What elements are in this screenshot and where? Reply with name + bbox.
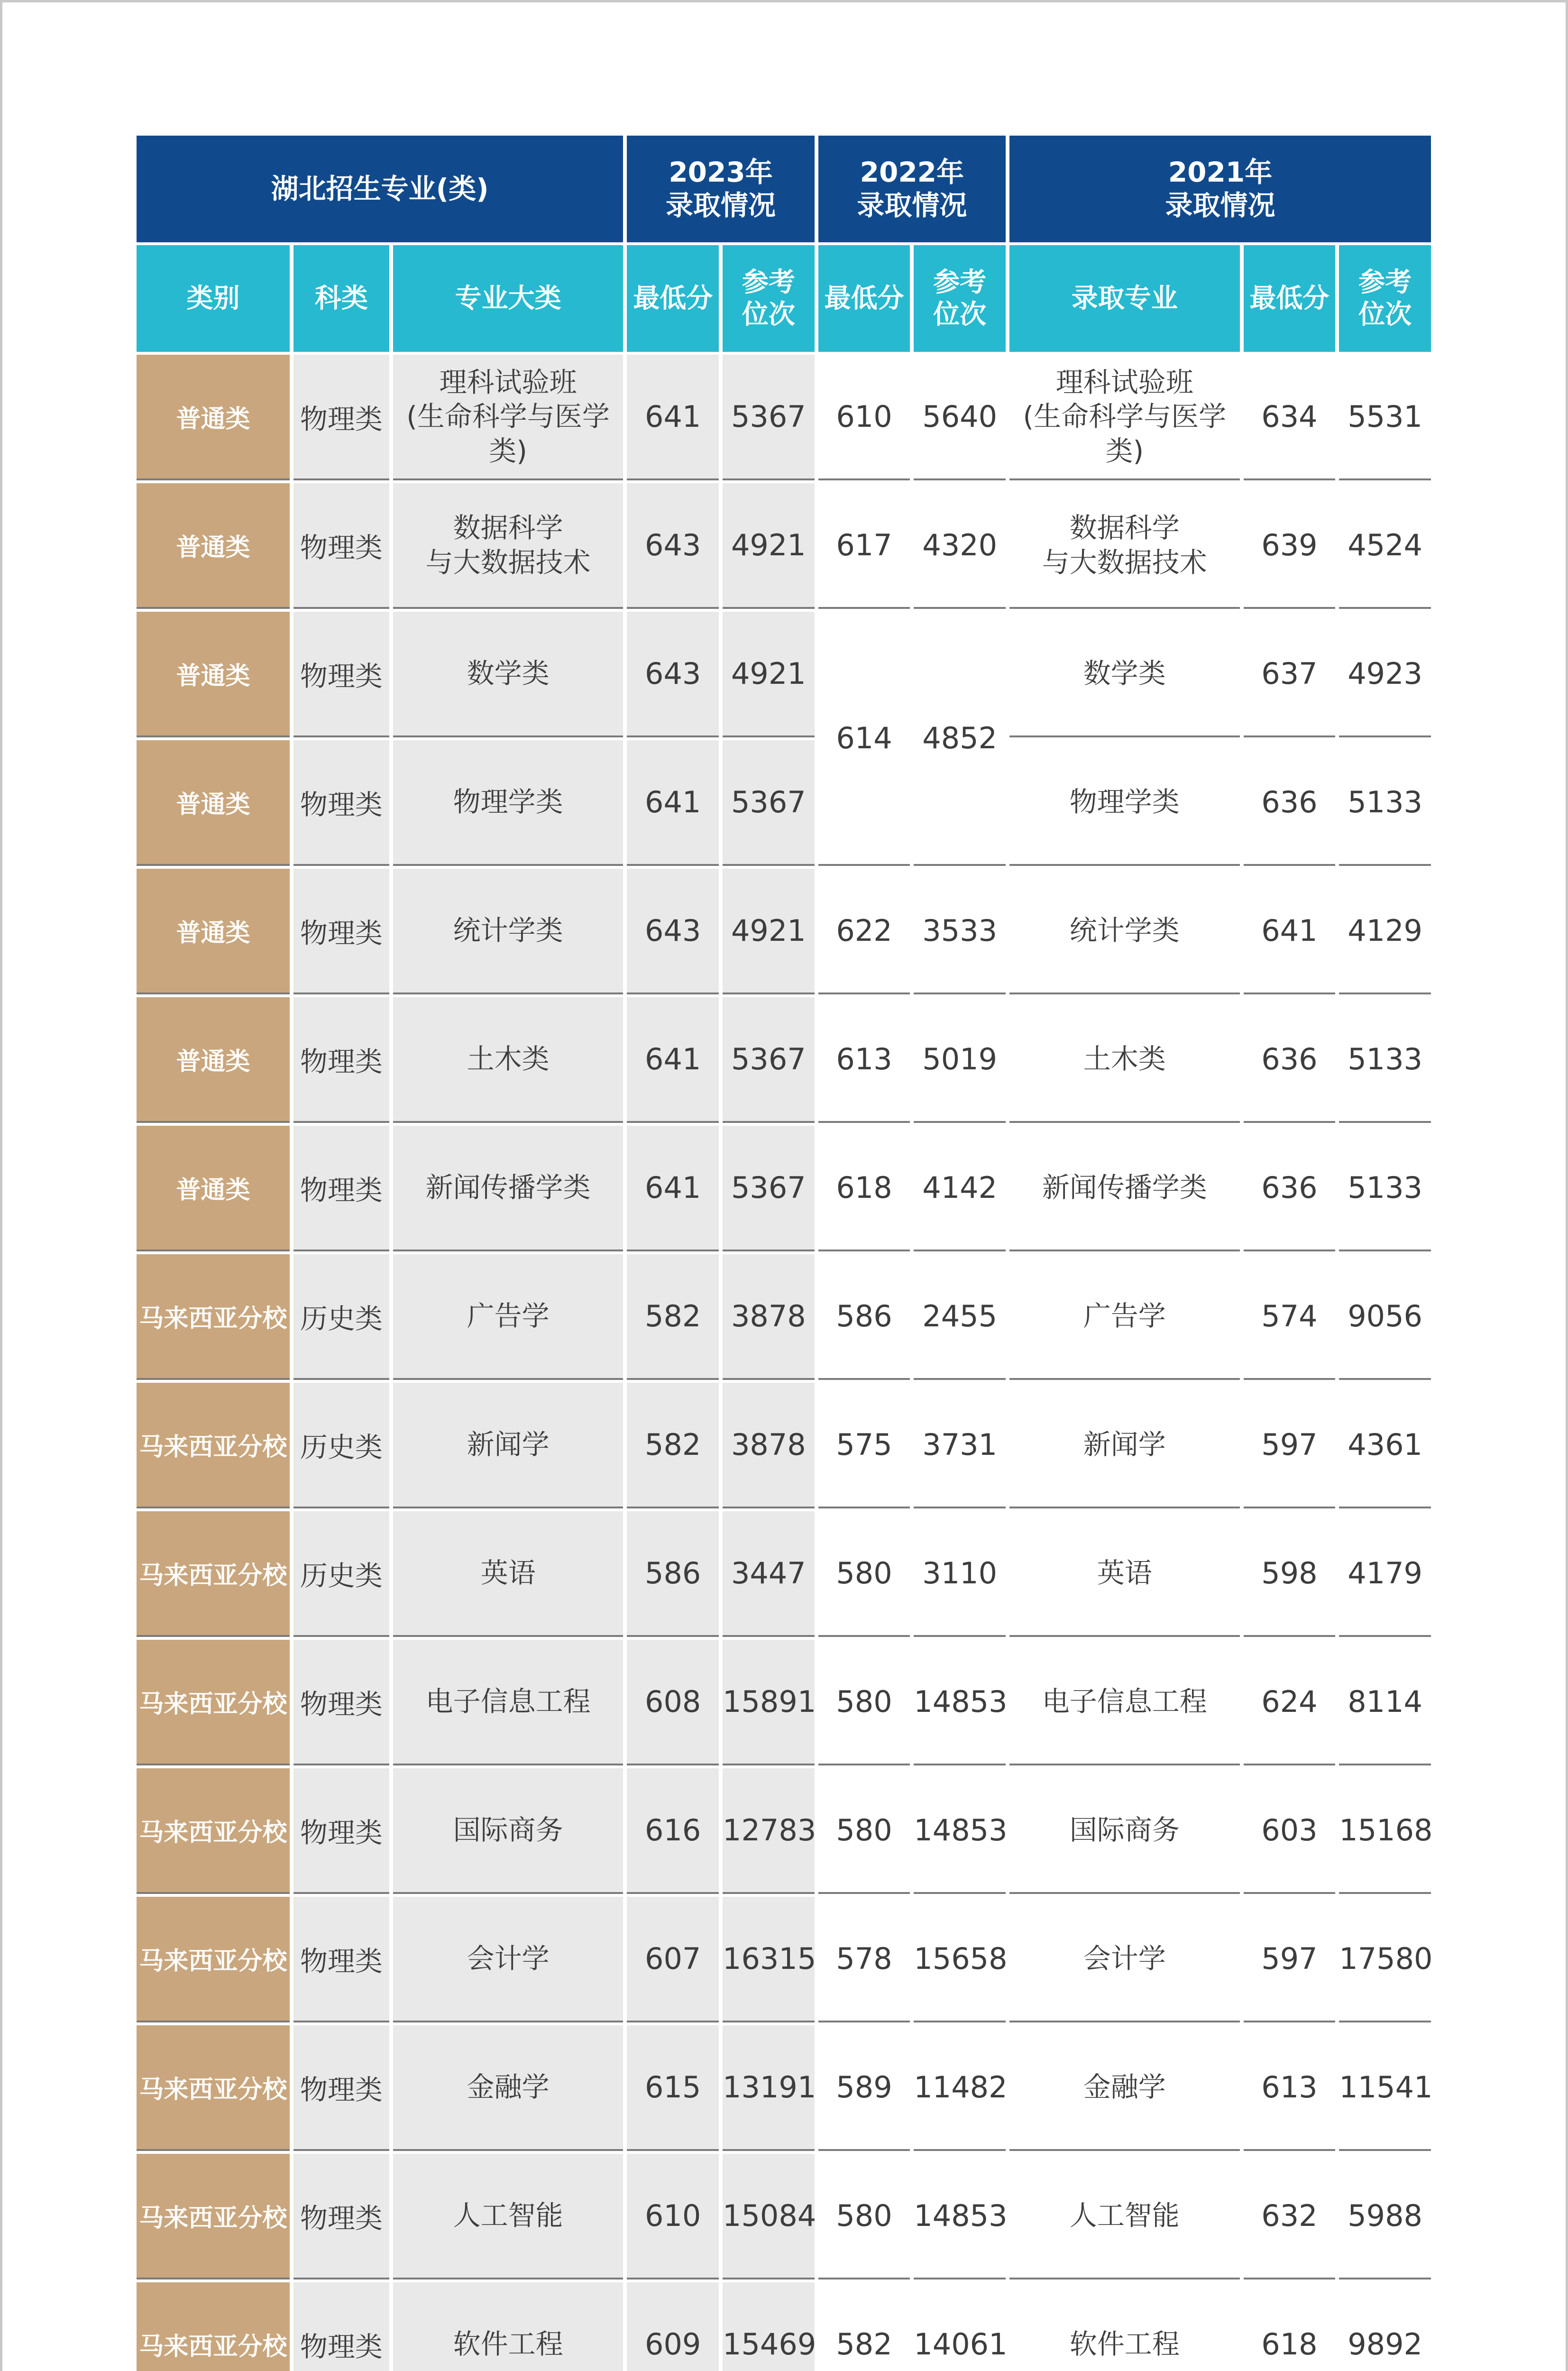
cell-rank-2022: 14853 [914, 1640, 1006, 1765]
cell-admit-major-2021: 英语 [1009, 1511, 1240, 1637]
cell-rank-2023: 5367 [723, 1126, 815, 1251]
cell-min-score-2021: 639 [1244, 483, 1336, 609]
cell-rank-2021: 4129 [1339, 869, 1431, 994]
cell-min-score-2021: 636 [1244, 1126, 1336, 1251]
cell-min-score-2023: 643 [627, 483, 719, 609]
cell-admit-major-2021: 人工智能 [1009, 2154, 1240, 2279]
cell-category: 马来西亚分校 [137, 2025, 290, 2151]
cell-major: 广告学 [393, 1254, 624, 1380]
cell-category: 普通类 [137, 869, 290, 994]
cell-rank-2021: 11541 [1339, 2025, 1431, 2151]
cell-rank-2021: 17580 [1339, 1897, 1431, 2022]
cell-rank-2021: 5133 [1339, 997, 1431, 1123]
cell-rank-2022: 4320 [914, 483, 1006, 609]
table-row [137, 1640, 1431, 1765]
cell-category: 马来西亚分校 [137, 1511, 290, 1637]
cell-admit-major-2021: 数学类 [1009, 612, 1240, 737]
cell-admit-major-2021: 广告学 [1009, 1254, 1240, 1380]
cell-major: 新闻传播学类 [393, 1126, 624, 1251]
cell-min-score-2022: 575 [818, 1383, 910, 1508]
cell-min-score-2023: 643 [627, 869, 719, 994]
cell-category: 普通类 [137, 740, 290, 866]
cell-rank-2023: 4921 [723, 483, 815, 609]
cell-admit-major-2021: 理科试验班 (生命科学与医学类) [1009, 355, 1240, 480]
cell-min-score-2023: 582 [627, 1383, 719, 1508]
table-row [137, 740, 1431, 866]
cell-min-score-2021: 641 [1244, 869, 1336, 994]
table-row [137, 612, 1431, 737]
cell-min-score-2023: 607 [627, 1897, 719, 2022]
cell-rank-2023: 4921 [723, 612, 815, 737]
cell-rank-2023: 15084 [723, 2154, 815, 2279]
table-row [137, 869, 1431, 994]
cell-admit-major-2021: 土木类 [1009, 997, 1240, 1123]
cell-min-score-2021: 598 [1244, 1511, 1336, 1637]
table-row [137, 997, 1431, 1123]
cell-rank-2023: 4921 [723, 869, 815, 994]
cell-min-score-2021: 597 [1244, 1383, 1336, 1508]
cell-min-score-2021: 636 [1244, 997, 1336, 1123]
table-row [137, 1768, 1431, 1894]
cell-min-score-2021: 636 [1244, 740, 1336, 866]
cell-rank-2023: 12783 [723, 1768, 815, 1894]
cell-rank-2021: 8114 [1339, 1640, 1431, 1765]
cell-rank-2022: 3533 [914, 869, 1006, 994]
col-rank-2022: 参考 位次 [914, 245, 1006, 352]
cell-category: 马来西亚分校 [137, 1768, 290, 1894]
cell-category: 普通类 [137, 997, 290, 1123]
col-subject: 科类 [293, 245, 389, 352]
cell-min-score-2021: 597 [1244, 1897, 1336, 2022]
cell-rank-2021: 5133 [1339, 1126, 1431, 1251]
cell-admit-major-2021: 软件工程 [1009, 2282, 1240, 2371]
cell-admit-major-2021: 统计学类 [1009, 869, 1240, 994]
header-2023: 2023年 录取情况 [627, 136, 814, 242]
cell-min-score-2021: 574 [1244, 1254, 1336, 1380]
cell-min-score-2023: 616 [627, 1768, 719, 1894]
cell-min-score-2023: 609 [627, 2282, 719, 2371]
cell-category: 普通类 [137, 355, 290, 480]
cell-rank-2021: 4179 [1339, 1511, 1431, 1637]
cell-major: 电子信息工程 [393, 1640, 624, 1765]
cell-min-score-2021: 637 [1244, 612, 1336, 737]
cell-admit-major-2021: 新闻学 [1009, 1383, 1240, 1508]
cell-min-score-2022: 580 [818, 2154, 910, 2279]
cell-min-score-2022: 580 [818, 1511, 910, 1637]
cell-rank-2023: 3878 [723, 1383, 815, 1508]
cell-rank-2021: 9892 [1339, 2282, 1431, 2371]
cell-rank-2021: 5133 [1339, 740, 1431, 866]
col-min-score-2022: 最低分 [818, 245, 910, 352]
cell-min-score-2022: 613 [818, 997, 910, 1123]
col-rank-2023: 参考 位次 [723, 245, 815, 352]
cell-rank-2021: 4361 [1339, 1383, 1431, 1508]
cell-major: 人工智能 [393, 2154, 624, 2279]
table-row [137, 355, 1431, 480]
cell-min-score-2021: 618 [1244, 2282, 1336, 2371]
cell-subject: 物理类 [293, 1126, 389, 1251]
cell-rank-2022: 14061 [914, 2282, 1006, 2371]
table-row [137, 2154, 1431, 2279]
cell-min-score-2022: 580 [818, 1768, 910, 1894]
cell-subject: 物理类 [293, 355, 389, 480]
cell-rank-2023: 3447 [723, 1511, 815, 1637]
table-row [137, 1383, 1431, 1508]
cell-admit-major-2021: 会计学 [1009, 1897, 1240, 2022]
cell-rank-2023: 15891 [723, 1640, 815, 1765]
cell-min-score-2023: 586 [627, 1511, 719, 1637]
cell-rank-2022: 3110 [914, 1511, 1006, 1637]
cell-rank-2022: 14853 [914, 2154, 1006, 2279]
cell-rank-2022: 11482 [914, 2025, 1006, 2151]
cell-rank-2021: 5531 [1339, 355, 1431, 480]
cell-min-score-2023: 641 [627, 740, 719, 866]
cell-category: 马来西亚分校 [137, 1383, 290, 1508]
cell-min-score-2022: 580 [818, 1640, 910, 1765]
cell-rank-2021: 5988 [1339, 2154, 1431, 2279]
cell-rank-2022: 15658 [914, 1897, 1006, 2022]
table-row [137, 1126, 1431, 1251]
cell-min-score-2022: 586 [818, 1254, 910, 1380]
cell-major: 国际商务 [393, 1768, 624, 1894]
cell-admit-major-2021: 国际商务 [1009, 1768, 1240, 1894]
cell-min-score-2022: 618 [818, 1126, 910, 1251]
cell-rank-2022: 2455 [914, 1254, 1006, 1380]
cell-rank-2023: 5367 [723, 355, 815, 480]
col-category: 类别 [137, 245, 290, 352]
cell-rank-2021: 9056 [1339, 1254, 1431, 1380]
cell-rank-2023: 13191 [723, 2025, 815, 2151]
cell-major: 数学类 [393, 612, 624, 737]
table-row [137, 483, 1431, 609]
cell-admit-major-2021: 新闻传播学类 [1009, 1126, 1240, 1251]
cell-min-score-2021: 634 [1244, 355, 1336, 480]
cell-rank-2023: 5367 [723, 997, 815, 1123]
cell-rank-2023: 3878 [723, 1254, 815, 1380]
cell-major: 土木类 [393, 997, 624, 1123]
cell-category: 普通类 [137, 612, 290, 737]
cell-subject: 物理类 [293, 740, 389, 866]
cell-major: 物理学类 [393, 740, 624, 866]
cell-min-score-2021: 603 [1244, 1768, 1336, 1894]
table-row [137, 2025, 1431, 2151]
cell-admit-major-2021: 金融学 [1009, 2025, 1240, 2151]
cell-subject: 物理类 [293, 612, 389, 737]
cell-category: 马来西亚分校 [137, 1254, 290, 1380]
cell-subject: 物理类 [293, 2282, 389, 2371]
cell-subject: 历史类 [293, 1511, 389, 1637]
cell-major: 理科试验班 (生命科学与医学类) [393, 355, 624, 480]
cell-min-score-2023: 615 [627, 2025, 719, 2151]
cell-rank-2022: 4852 [914, 612, 1006, 866]
header-hubei-majors: 湖北招生专业(类) [137, 136, 623, 242]
cell-min-score-2022: 610 [818, 355, 910, 480]
cell-major: 数据科学 与大数据技术 [393, 483, 624, 609]
cell-rank-2022: 4142 [914, 1126, 1006, 1251]
cell-subject: 物理类 [293, 1640, 389, 1765]
cell-rank-2021: 15168 [1339, 1768, 1431, 1894]
header-2021: 2021年 录取情况 [1009, 136, 1431, 242]
cell-rank-2023: 16315 [723, 1897, 815, 2022]
cell-min-score-2022: 578 [818, 1897, 910, 2022]
table-body [137, 355, 1431, 2371]
cell-major: 统计学类 [393, 869, 624, 994]
cell-major: 新闻学 [393, 1383, 624, 1508]
table-row [137, 1511, 1431, 1637]
cell-category: 马来西亚分校 [137, 2154, 290, 2279]
cell-min-score-2023: 643 [627, 612, 719, 737]
cell-major: 金融学 [393, 2025, 624, 2151]
cell-rank-2022: 5640 [914, 355, 1006, 480]
cell-min-score-2021: 624 [1244, 1640, 1336, 1765]
cell-min-score-2022: 622 [818, 869, 910, 994]
cell-subject: 物理类 [293, 869, 389, 994]
cell-rank-2022: 5019 [914, 997, 1006, 1123]
cell-rank-2023: 15469 [723, 2282, 815, 2371]
cell-subject: 物理类 [293, 2025, 389, 2151]
cell-rank-2021: 4923 [1339, 612, 1431, 737]
admission-table [133, 133, 1435, 2371]
table-row [137, 1254, 1431, 1380]
cell-rank-2023: 5367 [723, 740, 815, 866]
col-rank-2021: 参考 位次 [1339, 245, 1431, 352]
cell-major: 英语 [393, 1511, 624, 1637]
cell-subject: 历史类 [293, 1254, 389, 1380]
cell-min-score-2022: 582 [818, 2282, 910, 2371]
cell-min-score-2023: 641 [627, 1126, 719, 1251]
cell-min-score-2023: 641 [627, 355, 719, 480]
cell-min-score-2021: 632 [1244, 2154, 1336, 2279]
col-min-score-2023: 最低分 [627, 245, 719, 352]
cell-category: 马来西亚分校 [137, 2282, 290, 2371]
cell-subject: 物理类 [293, 997, 389, 1123]
cell-admit-major-2021: 电子信息工程 [1009, 1640, 1240, 1765]
cell-min-score-2023: 610 [627, 2154, 719, 2279]
cell-category: 马来西亚分校 [137, 1640, 290, 1765]
cell-min-score-2022: 617 [818, 483, 910, 609]
header-2022: 2022年 录取情况 [818, 136, 1006, 242]
cell-subject: 历史类 [293, 1383, 389, 1508]
cell-admit-major-2021: 物理学类 [1009, 740, 1240, 866]
cell-min-score-2023: 582 [627, 1254, 719, 1380]
col-min-score-2021: 最低分 [1244, 245, 1336, 352]
cell-category: 普通类 [137, 483, 290, 609]
table-row [137, 2282, 1431, 2371]
cell-subject: 物理类 [293, 1897, 389, 2022]
table-row [137, 1897, 1431, 2022]
col-major: 专业大类 [393, 245, 624, 352]
cell-min-score-2022: 614 [818, 612, 910, 866]
cell-category: 普通类 [137, 1126, 290, 1251]
cell-major: 软件工程 [393, 2282, 624, 2371]
cell-subject: 物理类 [293, 483, 389, 609]
cell-rank-2021: 4524 [1339, 483, 1431, 609]
col-admit-major-2021: 录取专业 [1009, 245, 1240, 352]
cell-min-score-2022: 589 [818, 2025, 910, 2151]
cell-subject: 物理类 [293, 2154, 389, 2279]
cell-min-score-2023: 608 [627, 1640, 719, 1765]
cell-category: 马来西亚分校 [137, 1897, 290, 2022]
cell-rank-2022: 14853 [914, 1768, 1006, 1894]
cell-rank-2022: 3731 [914, 1383, 1006, 1508]
cell-min-score-2023: 641 [627, 997, 719, 1123]
cell-major: 会计学 [393, 1897, 624, 2022]
cell-subject: 物理类 [293, 1768, 389, 1894]
cell-admit-major-2021: 数据科学 与大数据技术 [1009, 483, 1240, 609]
cell-min-score-2021: 613 [1244, 2025, 1336, 2151]
